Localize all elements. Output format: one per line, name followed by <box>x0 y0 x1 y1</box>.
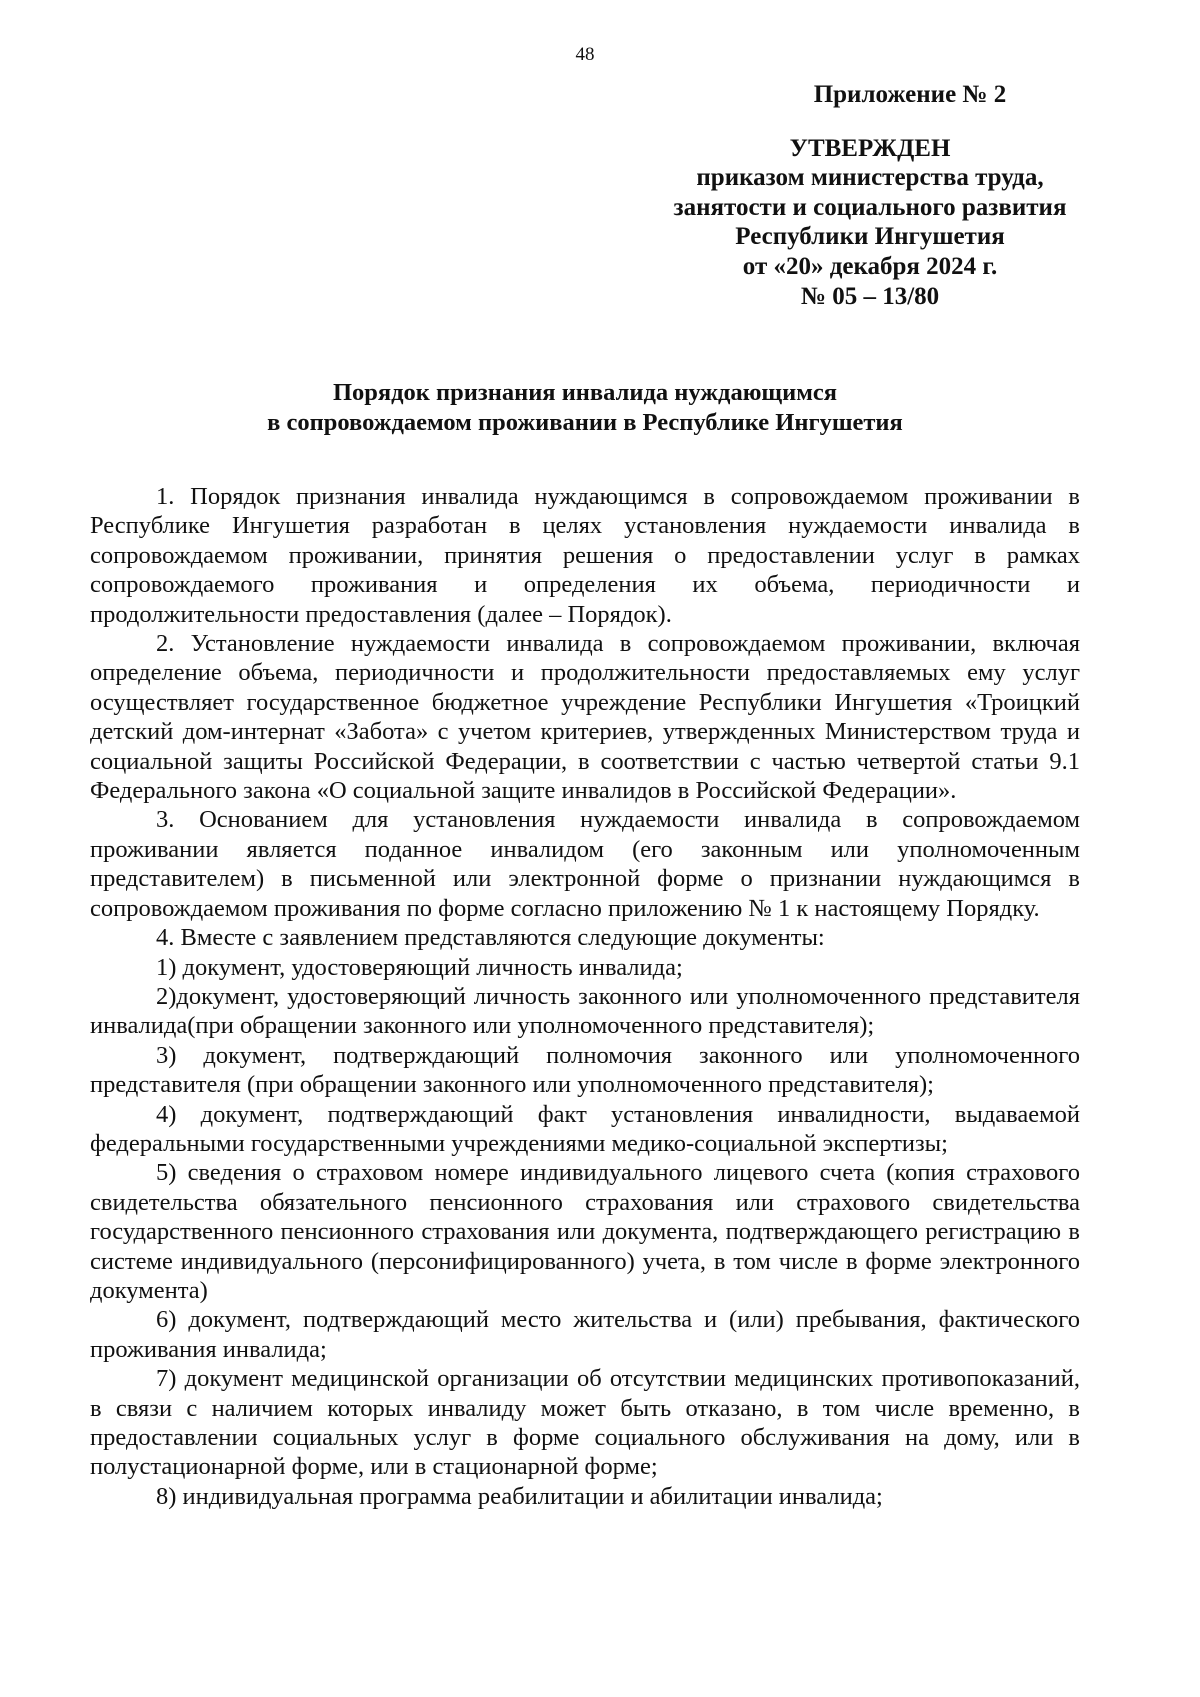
approved-heading: УТВЕРЖДЕН <box>789 134 951 162</box>
paragraph-1: 1. Порядок признания инвалида нуждающимся в сопровождаемом проживании в Республике Ингушетия разработан в целях установления нуждаемости инвалида в сопровождаемом проживании, принятия решения о предоставлении услуг в рамках сопровождаемого проживания и определения их объема, периодичности и продолжительности предоставления (далее – Порядок). <box>90 483 1080 628</box>
title-line-2: в сопровождаемом проживании в Республике Ингушетия <box>267 409 903 436</box>
list-item-3: 3) документ, подтверждающий полномочия законного или уполномоченного представителя (при обращении законного или уполномоченного представителя); <box>90 1041 1080 1099</box>
approval-line-2: занятости и социального развития <box>673 193 1067 221</box>
list-item-6: 6) документ, подтверждающий место жительства и (или) пребывания, фактического проживания инвалида; <box>90 1306 1080 1363</box>
annex-label: Приложение № 2 <box>813 81 1007 108</box>
paragraph-2: 2. Установление нуждаемости инвалида в сопровождаемом проживании, включая определение объема, периодичности и продолжительности предоставляемых ему услуг осуществляет государственное бюджетное учреждение Республики Ингушетия «Троицкий детский дом-интернат «Забота» с учетом критериев, утвержденных Министерством труда и социальной защиты Российской Федерации, в соответствии с частью четвертой статьи 9.1 Федерального закона «О социальной защите инвалидов в Российской Федерации». <box>90 630 1080 805</box>
list-item-8: 8) индивидуальная программа реабилитации и абилитации инвалида; <box>156 1482 883 1510</box>
approval-line-3: Республики Ингушетия <box>735 223 1005 251</box>
document-body <box>90 482 1080 1511</box>
list-item-1: 1) документ, удостоверяющий личность инвалида; <box>156 953 683 981</box>
list-item-2: 2)документ, удостоверяющий личность законного или уполномоченного представителя инвалида(при обращении законного или уполномоченного представителя); <box>90 982 1080 1040</box>
spacer <box>620 110 1120 134</box>
approval-date: от «20» декабря 2024 г. <box>742 252 998 280</box>
list-item-5: 5) сведения о страховом номере индивидуального лицевого счета (копия страхового свидетельства обязательного пенсионного страхования или страхового свидетельства государственного пенсионного страхования или документа, подтверждающего регистрацию в системе индивидуального (персонифицированного) учета, в том числе в форме электронного документа) <box>90 1159 1080 1304</box>
title-line-1: Порядок признания инвалида нуждающимся <box>332 379 838 406</box>
paragraph-4: 4. Вместе с заявлением представляются следующие документы: <box>156 924 825 952</box>
list-item-4: 4) документ, подтверждающий факт установления инвалидности, выдаваемой федеральными государственными учреждениями медико-социальной экспертизы; <box>90 1100 1080 1157</box>
paragraph-3: 3. Основанием для установления нуждаемости инвалида в сопровождаемом проживании является поданное инвалидом (его законным или уполномоченным представителем) в письменной или электронной форме о признании нуждающимся в сопровождаемом проживания по форме согласно приложению № 1 к настоящему Порядку. <box>90 806 1080 922</box>
document-title <box>90 378 1080 438</box>
page-number: 48 <box>575 44 595 65</box>
list-item-7: 7) документ медицинской организации об отсутствии медицинских противопоказаний, в связи с наличием которых инвалиду может быть отказано, в том числе временно, в предоставлении социальных услуг в форме социального обслуживания на дому, или в полустационарной форме, или в стационарной форме; <box>90 1365 1080 1481</box>
approval-number: № 05 – 13/80 <box>800 282 940 310</box>
approval-line-1: приказом министерства труда, <box>696 164 1044 192</box>
approval-block <box>620 80 1120 311</box>
